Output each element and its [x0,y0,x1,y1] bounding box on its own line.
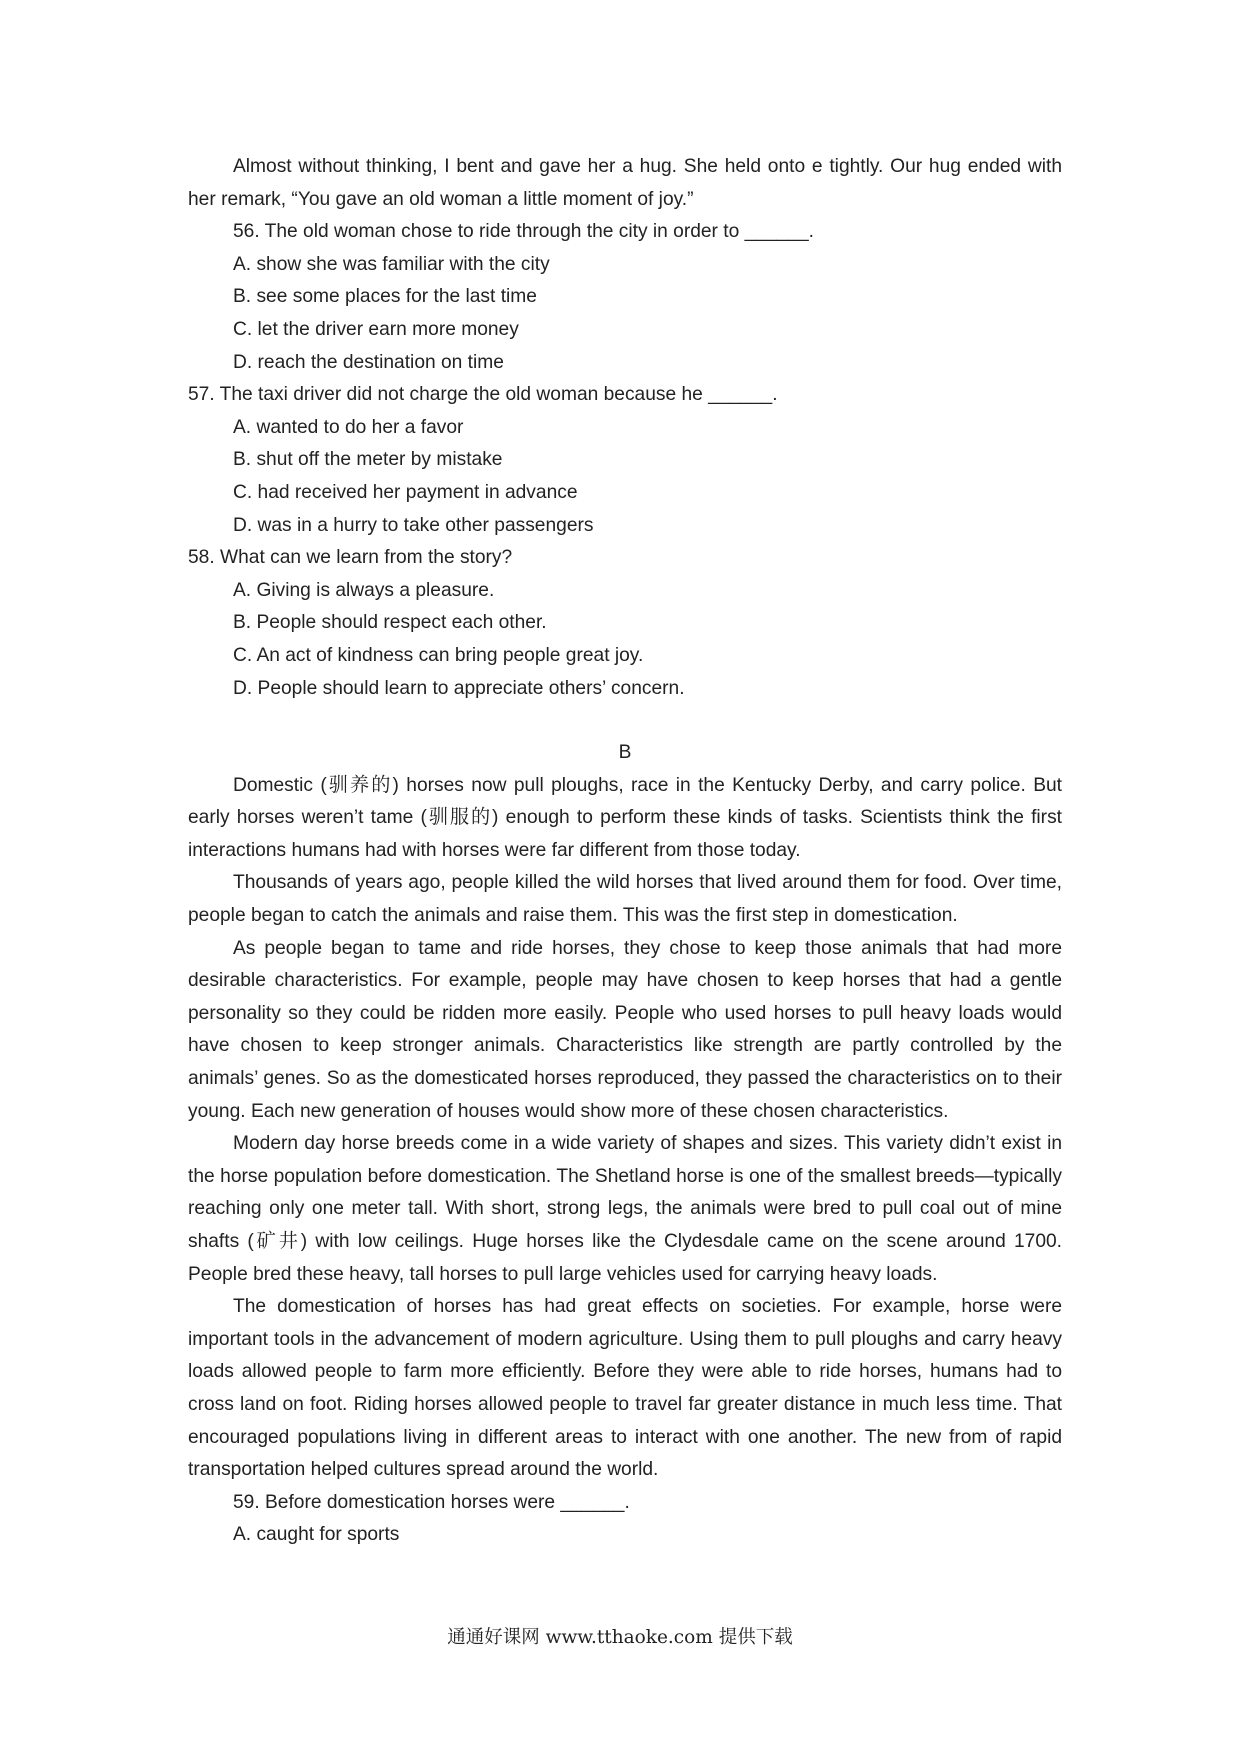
passage-a-ending: Almost without thinking, I bent and gave her a hug. She held onto e tightly. Our hug ended with her remark, “You gave an old woman a little moment of joy.” [188,156,1062,210]
passage-b-paragraph: The domestication of horses has had great effects on societies. For example, horse were important tools in the advancement of modern agriculture. Using them to pull ploughs and carry heavy loads allowed people to farm more efficiently. Before they were able to ride horses, humans had to cross land on foot. Riding horses allowed people to travel far greater distance in much less time. That encouraged populations living in different areas to interact with one another. The new from of rapid transportation helped cultures spread around the world. [188,1296,1062,1481]
question-58-option-b: B. People should respect each other. [233,612,547,634]
document-page [188,151,1062,1552]
passage-b-paragraph: Domestic (驯养的) horses now pull ploughs, race in the Kentucky Derby, and carry police. But early horses weren’t tame (驯服的) enough to perform these kinds of tasks. Scientists think the first interactions humans had with horses were far different from those today. [188,774,1062,861]
question-57-option-b: B. shut off the meter by mistake [233,449,503,471]
question-59-stem: 59. Before domestication horses were ______. [233,1491,630,1513]
question-57-option-c: C. had received her payment in advance [233,481,578,503]
passage-b-paragraph: Thousands of years ago, people killed the wild horses that lived around them for food. Over time, people began to catch the animals and raise them. This was the first step in domestication. [188,872,1062,927]
question-57-option-a: A. wanted to do her a favor [233,416,464,438]
question-58-option-a: A. Giving is always a pleasure. [233,579,495,601]
question-57-option-d: D. was in a hurry to take other passengers [233,514,594,536]
question-59-option-a: A. caught for sports [233,1524,400,1546]
question-56-stem: 56. The old woman chose to ride through the city in order to ______. [233,221,814,243]
question-58-stem: 58. What can we learn from the story? [188,547,513,569]
question-57-stem: 57. The taxi driver did not charge the old woman because he ______. [188,384,778,406]
question-58-option-d: D. People should learn to appreciate others’ concern. [233,677,685,699]
page-footer: 通通好课网 www.tthaoke.com 提供下载 [447,1627,793,1648]
question-56-option-d: D. reach the destination on time [233,351,504,373]
passage-b-paragraph: Modern day horse breeds come in a wide variety of shapes and sizes. This variety didn’t exist in the horse population before domestication. The Shetland horse is one of the smallest breeds—typically reaching only one meter tall. With short, strong legs, the animals were bred to pull coal out of mine shafts (矿井) with low ceilings. Huge horses like the Clydesdale came on the scene around 1700. People bred these heavy, tall horses to pull large vehicles used for carrying heavy loads. [188,1133,1062,1285]
question-56-option-b: B. see some places for the last time [233,286,537,308]
question-56-option-a: A. show she was familiar with the city [233,253,550,275]
question-58-option-c: C. An act of kindness can bring people great joy. [233,644,644,666]
section-b-title: B [618,742,632,764]
passage-b-paragraph: As people began to tame and ride horses, they chose to keep those animals that had more desirable characteristics. For example, people may have chosen to keep horses that had a gentle personality so they could be ridden more easily. People who used horses to pull heavy loads would have chosen to keep stronger animals. Characteristics like strength are partly controlled by the animals’ genes. So as the domesticated horses reproduced, they passed the characteristics on to their young. Each new generation of houses would show more of these chosen characteristics. [188,937,1062,1122]
section-spacer [188,705,1062,737]
question-56-option-c: C. let the driver earn more money [233,318,519,340]
